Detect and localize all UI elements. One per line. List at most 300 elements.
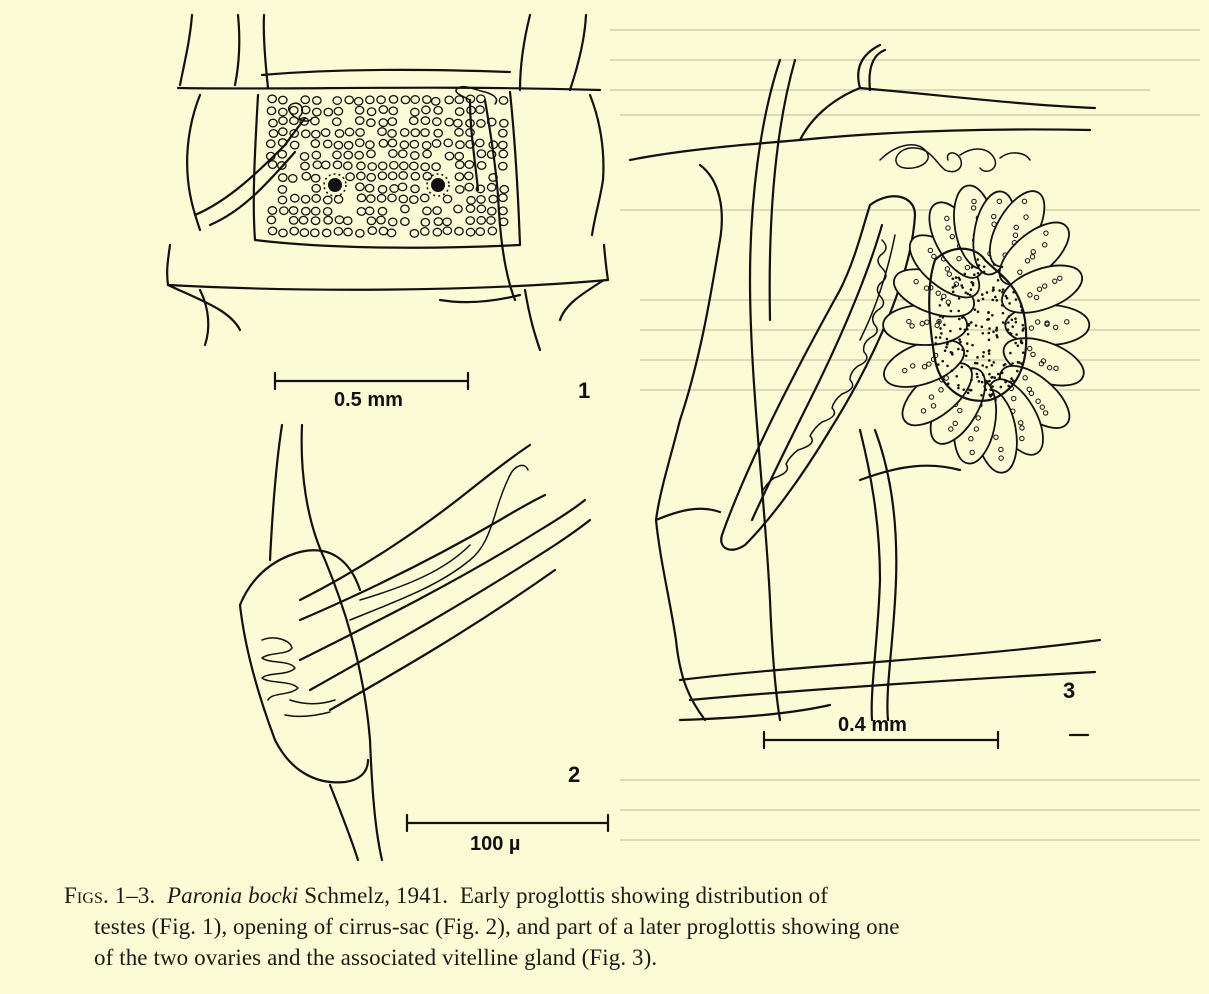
testis: [321, 129, 329, 137]
testis: [487, 151, 495, 159]
ovary-stipple: [946, 343, 949, 346]
testis: [345, 96, 353, 104]
testis: [313, 108, 321, 116]
testis: [477, 95, 485, 103]
ovary-stipple: [959, 341, 962, 344]
caption-authority: Schmelz, 1941.: [304, 883, 449, 908]
ovary-stipple: [988, 352, 991, 355]
testis: [367, 150, 375, 158]
ovary-stipple: [950, 310, 953, 313]
ovary-stipple: [986, 291, 989, 294]
ovary-stipple: [995, 329, 998, 332]
testis: [389, 218, 397, 226]
testis: [388, 194, 396, 202]
testis: [280, 207, 288, 215]
testis: [356, 139, 364, 147]
testis: [312, 195, 320, 203]
testis: [289, 175, 297, 183]
testis: [300, 153, 308, 161]
testis: [411, 172, 419, 180]
testis: [456, 161, 464, 169]
testis: [387, 229, 395, 237]
ovary-stipple: [993, 263, 996, 266]
ovary-stipple: [977, 272, 980, 275]
ovary-stipple: [1021, 329, 1024, 332]
testis: [378, 128, 386, 136]
testis: [499, 141, 507, 149]
testis: [279, 117, 287, 125]
testis: [379, 227, 387, 235]
figure-2-number: 2: [568, 762, 581, 787]
testis: [378, 207, 386, 215]
ovary-stipple: [988, 359, 991, 362]
testis: [499, 207, 507, 215]
ovary-stipple: [990, 376, 993, 379]
ovary-stipple: [952, 286, 955, 289]
testis: [344, 162, 352, 170]
caption-line3: of the two ovaries and the associated vitelline gland (Fig. 3).: [94, 945, 658, 970]
ovary-stipple: [982, 351, 985, 354]
testis: [411, 152, 419, 160]
ovary-stipple: [1007, 385, 1010, 388]
testis: [312, 151, 320, 159]
testis: [267, 216, 275, 224]
testis: [488, 207, 496, 215]
ovary-stipple: [951, 353, 954, 356]
ovary-stipple: [984, 388, 987, 391]
ovary-stipple: [985, 366, 988, 369]
testis: [388, 172, 396, 180]
testis: [455, 108, 463, 116]
testis: [379, 140, 387, 148]
testis: [434, 218, 442, 226]
ovary-stipple: [961, 316, 964, 319]
testis: [398, 183, 406, 191]
testis: [278, 196, 286, 204]
testis: [355, 106, 363, 114]
ovary-stipple: [987, 318, 990, 321]
ovary-stipple: [938, 320, 941, 323]
ovary-stipple: [951, 277, 954, 280]
testis: [500, 119, 508, 127]
testis: [357, 172, 365, 180]
testis: [488, 227, 496, 235]
ovary-stipple: [946, 338, 949, 341]
testis: [313, 97, 321, 105]
ovary-stipple: [947, 382, 950, 385]
testis: [268, 95, 276, 103]
testis: [269, 130, 277, 138]
testis: [377, 194, 385, 202]
ovary-stipple: [935, 336, 938, 339]
ovary-stipple: [1001, 275, 1004, 278]
testis: [445, 152, 453, 160]
caption-figs-label: Figs. 1–3.: [64, 883, 156, 908]
ovary-stipple: [988, 327, 991, 330]
ovary-stipple: [995, 334, 998, 337]
testis: [433, 207, 441, 215]
testis: [302, 172, 310, 180]
ovary-stipple: [955, 375, 958, 378]
ovary-stipple: [971, 367, 974, 370]
testis: [269, 119, 277, 127]
ovary-stipple: [992, 330, 995, 333]
testis: [367, 108, 375, 116]
testis: [432, 140, 440, 148]
testis: [324, 108, 332, 116]
ovary-stipple: [955, 276, 958, 279]
ovary-stipple: [1016, 370, 1019, 373]
testis: [279, 96, 287, 104]
testis: [290, 106, 298, 114]
testis: [445, 118, 453, 126]
ovary-stipple: [1015, 298, 1018, 301]
ovary-stipple: [998, 376, 1001, 379]
ovary-stipple: [942, 316, 945, 319]
testis: [366, 141, 374, 149]
testis: [289, 217, 297, 225]
testis: [388, 139, 396, 147]
ovary-stipple: [988, 339, 991, 342]
ovary-stipple: [946, 365, 949, 368]
testis: [423, 96, 431, 104]
testis: [443, 218, 451, 226]
ovary-stipple: [981, 381, 984, 384]
testis: [311, 207, 319, 215]
ovary-stipple: [996, 327, 999, 330]
ovary-stipple: [939, 327, 942, 330]
testis: [334, 107, 342, 115]
testis: [312, 130, 320, 138]
ovary-stipple: [988, 332, 991, 335]
testis: [432, 163, 440, 171]
ovary-stipple: [1017, 344, 1020, 347]
testis: [323, 208, 331, 216]
ovary-stipple: [969, 294, 972, 297]
testis: [279, 229, 287, 237]
ovary-stipple: [970, 321, 973, 324]
testis: [410, 162, 418, 170]
ovary-stipple: [977, 258, 980, 261]
testis: [302, 207, 310, 215]
figure-3-scale-label: 0.4 mm: [838, 714, 907, 736]
testis: [357, 162, 365, 170]
ovary-stipple: [974, 308, 977, 311]
ovary-stipple: [1011, 325, 1014, 328]
testis: [443, 227, 451, 235]
ovary-stipple: [1022, 309, 1025, 312]
testis: [422, 106, 430, 114]
ovary-stipple: [937, 363, 940, 366]
ovary-stipple: [991, 364, 994, 367]
testis: [422, 142, 430, 150]
ovary-stipple: [940, 332, 943, 335]
testis: [279, 108, 287, 116]
ovary-stipple: [944, 349, 947, 352]
ovary-stipple: [1005, 380, 1008, 383]
testis: [487, 217, 495, 225]
testis: [499, 129, 507, 137]
testis: [421, 117, 429, 125]
ovary-stipple: [968, 389, 971, 392]
ovary-stipple: [939, 315, 942, 318]
ovary-stipple: [970, 288, 973, 291]
ovary-stipple: [988, 393, 991, 396]
testis: [399, 195, 407, 203]
ovary-stipple: [994, 296, 997, 299]
ovary-stipple: [1014, 342, 1017, 345]
testis: [356, 230, 364, 238]
testis: [411, 96, 419, 104]
ovary-stipple: [945, 346, 948, 349]
figure-3-number: 3: [1063, 678, 1076, 703]
ovary-star-left: [324, 174, 346, 196]
ovary-stipple: [1020, 341, 1023, 344]
ovary-stipple: [1000, 386, 1003, 389]
ovary-stipple: [1001, 291, 1004, 294]
ovary-stipple: [941, 360, 944, 363]
ovary-stipple: [981, 332, 984, 335]
testis: [278, 150, 286, 158]
testis: [499, 162, 507, 170]
testis: [324, 196, 332, 204]
ovary-stipple: [1001, 266, 1004, 269]
ovary-stipple: [1007, 328, 1010, 331]
testis: [433, 228, 441, 236]
testis: [499, 194, 507, 202]
testis: [389, 150, 397, 158]
ovary-stipple: [991, 385, 994, 388]
testis: [367, 119, 375, 127]
testis: [401, 129, 409, 137]
ovary-stipple: [981, 364, 984, 367]
testis: [421, 228, 429, 236]
testis: [357, 208, 365, 216]
ovary-stipple: [1004, 322, 1007, 325]
testis: [311, 140, 319, 148]
testis: [477, 162, 485, 170]
ovary-stipple: [961, 366, 964, 369]
testis: [445, 96, 453, 104]
ovary-stipple: [996, 299, 999, 302]
testis: [365, 184, 373, 192]
testis: [323, 140, 331, 148]
testis: [299, 216, 307, 224]
testis: [267, 140, 275, 148]
ovary-stipple: [1002, 321, 1005, 324]
ovary-stipple: [1009, 380, 1012, 383]
testis: [434, 129, 442, 137]
testis: [379, 119, 387, 127]
testis: [466, 129, 474, 137]
testis: [423, 150, 431, 158]
ovary-stipple: [977, 310, 980, 313]
testis: [367, 195, 375, 203]
ovary-stipple: [997, 279, 1000, 282]
testis: [301, 162, 309, 170]
testis: [477, 217, 485, 225]
testis: [357, 194, 365, 202]
testis: [267, 107, 275, 115]
ovary-stipple: [980, 394, 983, 397]
testis: [421, 129, 429, 137]
testis: [467, 197, 475, 205]
ovary-stipple: [982, 355, 985, 358]
testis: [379, 162, 387, 170]
ovary-stipple: [1008, 302, 1011, 305]
ovary-stipple: [983, 265, 986, 268]
ovary-star-right: [427, 174, 449, 196]
ovary-stipple: [947, 304, 950, 307]
testis: [290, 117, 298, 125]
ovary-stipple: [949, 340, 952, 343]
testis: [500, 186, 508, 194]
testis: [367, 217, 375, 225]
testis: [290, 227, 298, 235]
ovary-stipple: [970, 379, 973, 382]
ovary-stipple: [1018, 361, 1021, 364]
ovary-stipple: [982, 298, 985, 301]
ovary-stipple: [957, 276, 960, 279]
testis: [401, 205, 409, 213]
ovary-stipple: [958, 338, 961, 341]
testis: [289, 207, 297, 215]
testis: [477, 196, 485, 204]
caption-line1: Early proglottis showing distribution of: [459, 883, 829, 908]
ovary-stipple: [967, 333, 970, 336]
testis: [365, 207, 373, 215]
testis: [499, 97, 507, 105]
testis: [378, 186, 386, 194]
testis: [356, 117, 364, 125]
ovary-stipple: [961, 348, 964, 351]
testis: [455, 173, 463, 181]
testis: [444, 139, 452, 147]
testis: [434, 106, 442, 114]
testis: [489, 195, 497, 203]
testis: [322, 161, 330, 169]
ovary-stipple: [971, 266, 974, 269]
ovary-stipple: [934, 342, 937, 345]
testis: [466, 205, 474, 213]
figure-2-cirrus-sac: [240, 425, 608, 860]
testis: [466, 217, 474, 225]
testis: [311, 174, 319, 182]
ovary-stipple: [1001, 304, 1004, 307]
testis: [313, 161, 321, 169]
testis: [366, 96, 374, 104]
ovary-stipple: [959, 328, 962, 331]
ovary-stipple: [1002, 288, 1005, 291]
ovary-stipple: [957, 348, 960, 351]
ovary-stipple: [976, 376, 979, 379]
testis: [400, 141, 408, 149]
ovary-stipple: [966, 328, 969, 331]
testis: [499, 150, 507, 158]
figure-2-scale-label: 100 µ: [470, 833, 521, 855]
testis: [279, 174, 287, 182]
testes-cluster: [267, 95, 509, 237]
ovary-stipple: [966, 342, 969, 345]
ovary-stipple: [1015, 321, 1018, 324]
testis: [344, 228, 352, 236]
ovary-stipple: [1001, 372, 1004, 375]
testis: [311, 229, 319, 237]
testis: [465, 183, 473, 191]
testis: [290, 141, 298, 149]
testis: [454, 119, 462, 127]
ovary-stipple: [1022, 351, 1025, 354]
testis: [455, 128, 463, 136]
testis: [334, 227, 342, 235]
ovary-stipple: [978, 264, 981, 267]
testis: [477, 150, 485, 158]
testis: [477, 205, 485, 213]
ovary-stipple: [957, 384, 960, 387]
testis: [311, 117, 319, 125]
testis: [323, 229, 331, 237]
ovary-stipple: [941, 298, 944, 301]
ovary-stipple: [951, 369, 954, 372]
ovary-stipple: [976, 373, 979, 376]
testis: [345, 128, 353, 136]
ovary-stipple: [992, 286, 995, 289]
ovary-stipple: [943, 324, 946, 327]
testis: [301, 96, 309, 104]
ovary-stipple: [958, 297, 961, 300]
testis: [476, 139, 484, 147]
testis: [487, 183, 495, 191]
ovary-stipple: [960, 284, 963, 287]
ovary-stipple: [973, 273, 976, 276]
testis: [465, 172, 473, 180]
testis: [423, 172, 431, 180]
ovary-stipple: [971, 344, 974, 347]
ovary-stipple: [975, 324, 978, 327]
testis: [388, 130, 396, 138]
testis: [367, 173, 375, 181]
figure-2-scale-bar: [407, 815, 608, 831]
ovary-stipple: [997, 373, 1000, 376]
testis: [268, 227, 276, 235]
ovary-stipple: [958, 318, 961, 321]
testis: [411, 129, 419, 137]
ovary-stipple: [974, 362, 977, 365]
testis: [455, 152, 463, 160]
ovary-stipple: [977, 299, 980, 302]
ovary-stipple: [981, 325, 984, 328]
testis: [399, 172, 407, 180]
testis: [410, 230, 418, 238]
ovary-stipple: [1011, 319, 1014, 322]
ovary-stipple: [982, 374, 985, 377]
testis: [335, 216, 343, 224]
ovary-stipple: [1005, 295, 1008, 298]
testis: [312, 185, 320, 193]
testis: [411, 185, 419, 193]
ovary-stipple: [952, 291, 955, 294]
testis: [291, 194, 299, 202]
testis: [378, 172, 386, 180]
ovary-stipple: [972, 284, 975, 287]
testis: [476, 228, 484, 236]
ovary-stipple: [991, 314, 994, 317]
ovary-stipple: [1009, 352, 1012, 355]
testis: [268, 207, 276, 215]
figure-3-ovary-vitelline: [630, 45, 1100, 748]
caption-line2: testes (Fig. 1), opening of cirrus-sac (Fig. 2), and part of a later proglottis showing one: [94, 914, 900, 939]
testis: [356, 129, 364, 137]
